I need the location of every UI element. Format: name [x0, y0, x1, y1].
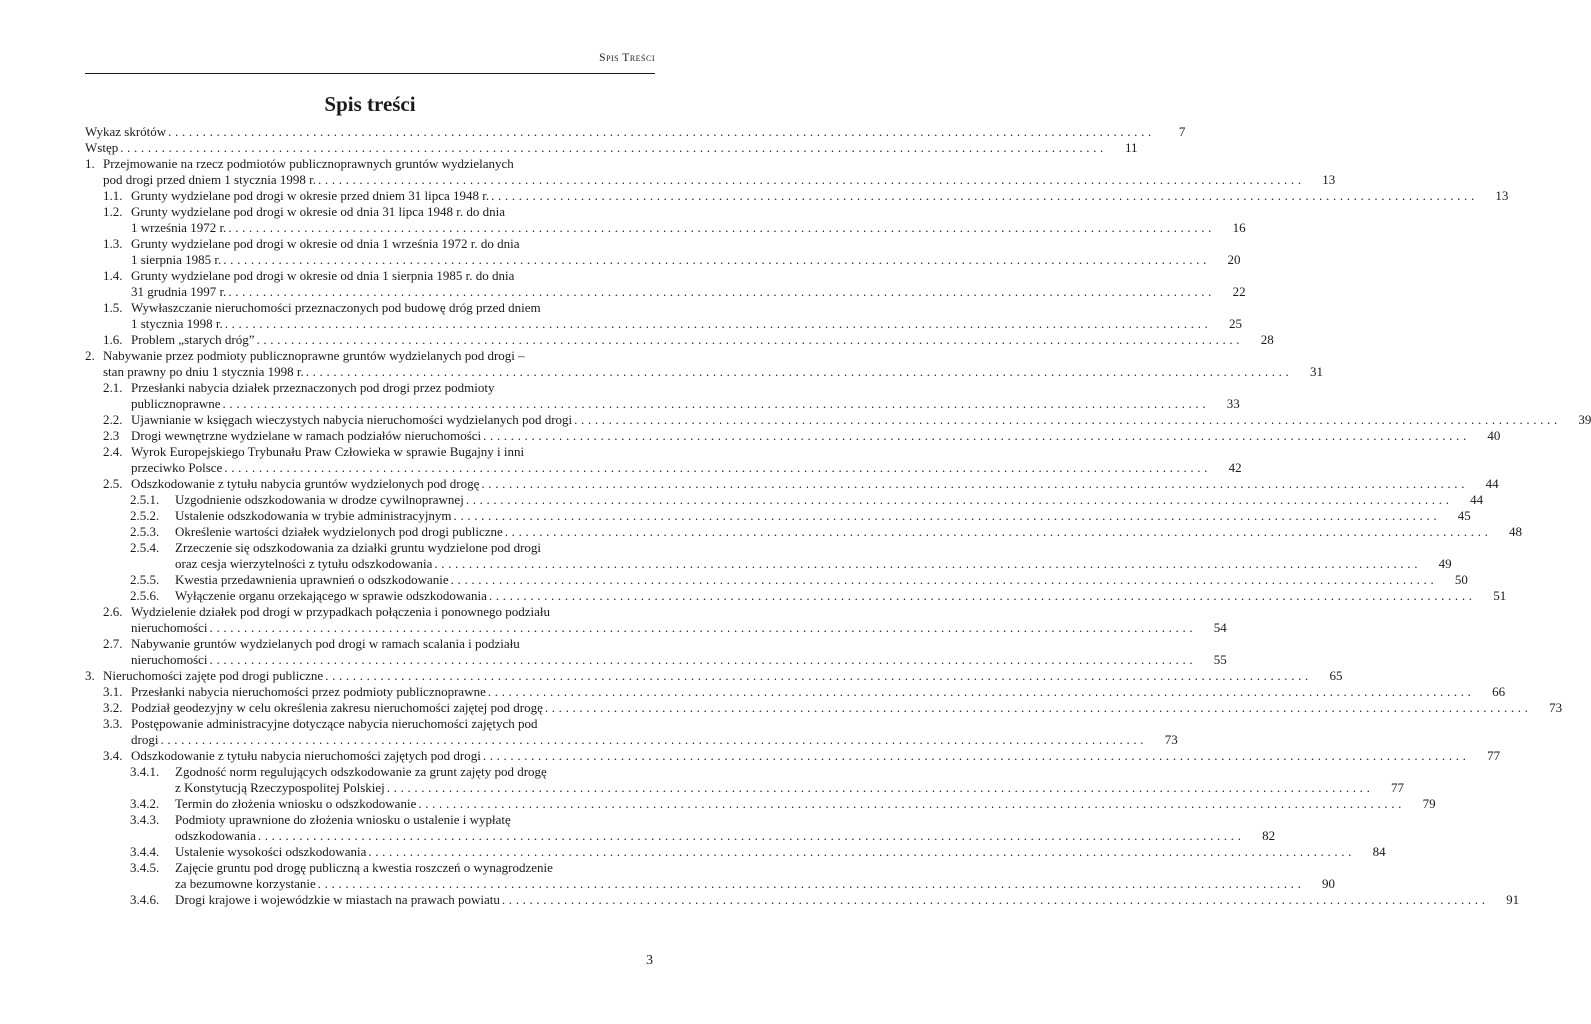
toc-entry-page: 48 — [1509, 524, 1523, 539]
toc-entry-number: 2.7. — [103, 636, 123, 651]
toc-entry-page: 49 — [1438, 556, 1452, 571]
toc-entry[interactable] — [85, 844, 1386, 860]
toc-entry-page: 45 — [1457, 508, 1471, 523]
toc-entry-number: 2.5.5. — [130, 572, 160, 587]
toc-entry-page: 90 — [1322, 876, 1336, 891]
running-header: Spis Treści — [599, 52, 655, 64]
toc-entry-page: 91 — [1506, 892, 1520, 907]
toc-entry-title: Drogi wewnętrzne wydzielane w ramach podziałów nieruchomości — [131, 428, 482, 443]
toc-entry[interactable] — [85, 380, 1240, 412]
toc-entry-number: 1.3. — [103, 236, 123, 251]
toc-entry-title: Zrzeczenie się odszkodowania za działki gruntu wydzielone pod drogi — [175, 540, 542, 555]
toc-leader-dots — [226, 220, 1211, 236]
toc-entry-title: nieruchomości — [131, 652, 208, 667]
toc-entry-number: 3.4.5. — [130, 860, 160, 875]
toc-entry-number: 2. — [85, 348, 95, 363]
toc-entry[interactable] — [85, 476, 1499, 492]
toc-entry[interactable] — [85, 572, 1468, 588]
toc-entry-title: Zajęcie gruntu pod drogę publiczną a kwestia roszczeń o wynagrodzenie — [175, 860, 553, 875]
toc-entry-page: 55 — [1213, 652, 1227, 667]
toc-leader-dots — [489, 188, 1474, 204]
toc-entry-page: 73 — [1164, 732, 1178, 747]
toc-entry-page: 79 — [1422, 796, 1436, 811]
toc-entry[interactable] — [85, 636, 1227, 668]
toc-entry[interactable] — [85, 524, 1523, 540]
toc-leader-dots — [316, 876, 1301, 892]
toc-leader-dots — [304, 364, 1289, 380]
toc-leader-dots — [479, 476, 1464, 492]
toc-entry-page: 44 — [1485, 476, 1499, 491]
toc-entry[interactable] — [85, 700, 1563, 716]
toc-entry-title: Podział geodezyjny w celu określenia zakresu nieruchomości zajętej pod drogę — [131, 700, 543, 715]
toc-entry[interactable] — [85, 892, 1520, 908]
toc-entry[interactable] — [85, 412, 1591, 428]
toc-entry-number: 2.5.1. — [130, 492, 160, 507]
toc-entry-number: 3.4.6. — [130, 892, 160, 907]
toc-leader-dots — [503, 524, 1488, 540]
toc-entry-title: 1 sierpnia 1985 r. — [131, 252, 222, 267]
toc-entry-page: 54 — [1213, 620, 1227, 635]
toc-entry-title: Kwestia przedawnienia uprawnień o odszkodowanie — [175, 572, 449, 587]
toc-leader-dots — [452, 508, 1437, 524]
toc-entry-title: Przesłanki nabycia działek przeznaczonych pod drogi przez podmioty — [131, 380, 495, 395]
toc-entry-number: 3.1. — [103, 684, 123, 699]
toc-entry-page: 25 — [1228, 316, 1242, 331]
toc-entry-page: 31 — [1310, 364, 1323, 379]
toc-entry[interactable] — [85, 156, 1336, 188]
toc-entry[interactable] — [85, 668, 1343, 684]
toc-leader-dots — [222, 460, 1207, 476]
toc-entry-title: Podmioty uprawnione do złożenia wniosku o ustalenie i wypłatę — [175, 812, 511, 827]
toc-entry[interactable] — [85, 764, 1405, 796]
toc-entry-number: 3.4.2. — [130, 796, 160, 811]
toc-entry-number: 3.3. — [103, 716, 123, 731]
toc-entry-title: 1 stycznia 1998 r. — [131, 316, 223, 331]
toc-entry-number: 1.6. — [103, 332, 123, 347]
toc-leader-dots — [481, 428, 1466, 444]
toc-entry[interactable] — [85, 604, 1227, 636]
toc-entry-title: za bezumowne korzystanie — [175, 876, 316, 891]
toc-leader-dots — [118, 140, 1103, 156]
toc-entry-title: Ujawnianie w księgach wieczystych nabycia nieruchomości wydzielanych pod drogi — [131, 412, 573, 427]
toc-entry[interactable] — [85, 588, 1507, 604]
toc-entry-title: drogi — [131, 732, 159, 747]
toc-entry-title: Wyłączenie organu orzekającego w sprawie odszkodowania — [175, 588, 487, 603]
toc-leader-dots — [464, 492, 1449, 508]
toc-leader-dots — [208, 620, 1193, 636]
toc-entry[interactable] — [85, 444, 1242, 476]
toc-entry-number: 1.1. — [103, 188, 123, 203]
toc-entry-title: 1 września 1972 r. — [131, 220, 227, 235]
toc-leader-dots — [366, 844, 1351, 860]
toc-entry[interactable] — [85, 428, 1501, 444]
toc-entry-page: 22 — [1232, 284, 1246, 299]
toc-entry-page: 77 — [1391, 780, 1405, 795]
toc-entry-title: Wykaz skrótów — [85, 124, 167, 139]
toc-leader-dots — [481, 748, 1466, 764]
toc-entry-title: Wydzielenie działek pod drogi w przypadkach połączenia i ponownego podziału — [131, 604, 551, 619]
toc-entry-number: 2.6. — [103, 604, 123, 619]
toc-leader-dots — [208, 652, 1193, 668]
toc-leader-dots — [323, 668, 1308, 684]
toc-leader-dots — [316, 172, 1301, 188]
toc-entry-page: 33 — [1226, 396, 1240, 411]
toc-entry-page: 20 — [1227, 252, 1241, 267]
toc-entry-title: Zgodność norm regulujących odszkodowanie za grunt zajęty pod drogę — [175, 764, 547, 779]
toc-entry-title: Odszkodowanie z tytułu nabycia gruntów wydzielonych pod drogę — [131, 476, 480, 491]
toc-entry-title: odszkodowania — [175, 828, 256, 843]
toc-entry-title: pod drogi przed dniem 1 stycznia 1998 r. — [103, 172, 317, 187]
toc-entry-page: 65 — [1329, 668, 1343, 683]
toc-entry-page: 50 — [1454, 572, 1468, 587]
toc-entry-number: 3.4.3. — [130, 812, 160, 827]
toc-entry-page: 84 — [1372, 844, 1386, 859]
toc-entry-title: przeciwko Polsce — [131, 460, 223, 475]
toc-entry-title: Nabywanie przez podmioty publicznoprawne gruntów wydzielanych pod drogi – — [103, 348, 525, 363]
toc-leader-dots — [158, 732, 1143, 748]
toc-entry-page: 73 — [1549, 700, 1563, 715]
toc-entry-number: 3.2. — [103, 700, 123, 715]
toc-entry-page: 13 — [1322, 172, 1336, 187]
toc-entry-title: Grunty wydzielane pod drogi w okresie przed dniem 31 lipca 1948 r. — [131, 188, 490, 203]
toc-entry-title: Termin do złożenia wniosku o odszkodowanie — [175, 796, 417, 811]
toc-leader-dots — [221, 252, 1206, 268]
toc-entry-page: 44 — [1470, 492, 1484, 507]
toc-leader-dots — [226, 284, 1211, 300]
toc-leader-dots — [166, 124, 1151, 140]
toc-leader-dots — [256, 828, 1241, 844]
toc-entry-number: 2.5.3. — [130, 524, 160, 539]
toc-entry[interactable] — [85, 748, 1501, 764]
toc-entry-number: 2.5.2. — [130, 508, 160, 523]
toc-entry-number: 3.4. — [103, 748, 123, 763]
toc-entry-page: 28 — [1260, 332, 1274, 347]
toc-leader-dots — [254, 332, 1239, 348]
toc-entry-title: Odszkodowanie z tytułu nabycia nieruchomości zajętych pod drogi — [131, 748, 481, 763]
toc-entry-title: Problem „starych dróg” — [131, 332, 255, 347]
toc-entry-page: 16 — [1232, 220, 1246, 235]
toc-entry-number: 1.4. — [103, 268, 123, 283]
toc-entry[interactable] — [85, 204, 1246, 236]
toc-entry[interactable] — [85, 540, 1452, 572]
header-rule — [85, 73, 655, 74]
toc-entry-page: 51 — [1493, 588, 1507, 603]
toc-leader-dots — [432, 556, 1417, 572]
toc-entry-page: 39 — [1578, 412, 1591, 427]
toc-entry-title: Przesłanki nabycia nieruchomości przez podmioty publicznoprawne — [131, 684, 486, 699]
toc-entry[interactable] — [85, 236, 1241, 268]
toc-entry-title: 31 grudnia 1997 r. — [131, 284, 227, 299]
toc-entry-title: z Konstytucją Rzeczypospolitej Polskiej — [175, 780, 385, 795]
toc-entry-number: 1.2. — [103, 204, 123, 219]
toc-entry-title: Grunty wydzielane pod drogi w okresie od dnia 1 sierpnia 1985 r. do dnia — [131, 268, 515, 283]
toc-entry[interactable] — [85, 124, 1186, 140]
toc-leader-dots — [487, 588, 1472, 604]
toc-entry-title: Nabywanie gruntów wydzielanych pod drogi w ramach scalania i podziału — [131, 636, 520, 651]
toc-entry-number: 2.2. — [103, 412, 123, 427]
toc-entry-page: 77 — [1487, 748, 1501, 763]
toc-entry[interactable] — [85, 716, 1178, 748]
table-of-contents — [85, 124, 1591, 908]
toc-entry-page: 11 — [1124, 140, 1138, 155]
toc-entry-number: 3.4.4. — [130, 844, 160, 859]
toc-entry-title: Grunty wydzielane pod drogi w okresie od dnia 31 lipca 1948 r. do dnia — [131, 204, 506, 219]
toc-entry-title: Wywłaszczanie nieruchomości przeznaczonych pod budowę dróg przed dniem — [131, 300, 541, 315]
toc-entry[interactable] — [85, 188, 1509, 204]
toc-entry[interactable] — [85, 684, 1506, 700]
toc-entry-number: 3. — [85, 668, 95, 683]
toc-entry-title: Uzgodnienie odszkodowania w drodze cywilnoprawnej — [175, 492, 464, 507]
toc-entry-title: Wstęp — [85, 140, 119, 155]
toc-entry-title: stan prawny po dniu 1 stycznia 1998 r. — [103, 364, 304, 379]
toc-leader-dots — [385, 780, 1370, 796]
toc-entry-title: Wyrok Europejskiego Trybunału Praw Człowieka w sprawie Bugajny i inni — [131, 444, 525, 459]
toc-entry[interactable] — [85, 860, 1336, 892]
toc-leader-dots — [223, 316, 1208, 332]
toc-entry[interactable] — [85, 508, 1471, 524]
toc-entry-number: 1.5. — [103, 300, 123, 315]
toc-entry-page: 40 — [1487, 428, 1501, 443]
toc-entry-page: 42 — [1228, 460, 1242, 475]
toc-entry-number: 2.5. — [103, 476, 123, 491]
toc-entry[interactable] — [85, 796, 1436, 812]
toc-entry-title: nieruchomości — [131, 620, 208, 635]
toc-entry-page: 7 — [1178, 124, 1186, 139]
toc-leader-dots — [221, 396, 1206, 412]
toc-entry[interactable] — [85, 492, 1484, 508]
toc-leader-dots — [500, 892, 1485, 908]
toc-leader-dots — [543, 700, 1528, 716]
toc-entry-number: 2.1. — [103, 380, 123, 395]
toc-entry-title: publicznoprawne — [131, 396, 221, 411]
toc-entry-title: oraz cesja wierzytelności z tytułu odszkodowania — [175, 556, 433, 571]
toc-leader-dots — [572, 412, 1557, 428]
toc-entry[interactable] — [85, 332, 1274, 348]
toc-leader-dots — [486, 684, 1471, 700]
toc-entry-title: Przejmowanie na rzecz podmiotów publicznoprawnych gruntów wydzielanych — [103, 156, 514, 171]
toc-entry-number: 2.4. — [103, 444, 123, 459]
toc-leader-dots — [416, 796, 1401, 812]
toc-entry-page: 66 — [1492, 684, 1506, 699]
page-number: 3 — [646, 953, 653, 968]
toc-entry-number: 3.4.1. — [130, 764, 160, 779]
toc-entry-number: 2.3 — [103, 428, 120, 443]
toc-entry-title: Ustalenie odszkodowania w trybie administracyjnym — [175, 508, 452, 523]
toc-leader-dots — [449, 572, 1434, 588]
toc-entry-title: Nieruchomości zajęte pod drogi publiczne — [103, 668, 324, 683]
toc-entry[interactable] — [85, 812, 1276, 844]
page-title: Spis treści — [324, 92, 416, 116]
toc-entry-title: Ustalenie wysokości odszkodowania — [175, 844, 367, 859]
toc-entry-title: Określenie wartości działek wydzielonych pod drogi publiczne — [175, 524, 503, 539]
toc-entry-page: 82 — [1262, 828, 1276, 843]
toc-entry[interactable] — [85, 140, 1138, 156]
toc-entry-number: 1. — [85, 156, 95, 171]
toc-entry[interactable] — [85, 348, 1323, 380]
toc-entry-page: 13 — [1495, 188, 1509, 203]
toc-entry[interactable] — [85, 300, 1242, 332]
toc-entry-number: 2.5.6. — [130, 588, 160, 603]
toc-entry-title: Drogi krajowe i wojewódzkie w miastach na prawach powiatu — [175, 892, 500, 907]
toc-entry-title: Postępowanie administracyjne dotyczące nabycia nieruchomości zajętych pod — [131, 716, 538, 731]
toc-entry[interactable] — [85, 268, 1246, 300]
toc-entry-title: Grunty wydzielane pod drogi w okresie od dnia 1 września 1972 r. do dnia — [131, 236, 520, 251]
toc-entry-number: 2.5.4. — [130, 540, 160, 555]
